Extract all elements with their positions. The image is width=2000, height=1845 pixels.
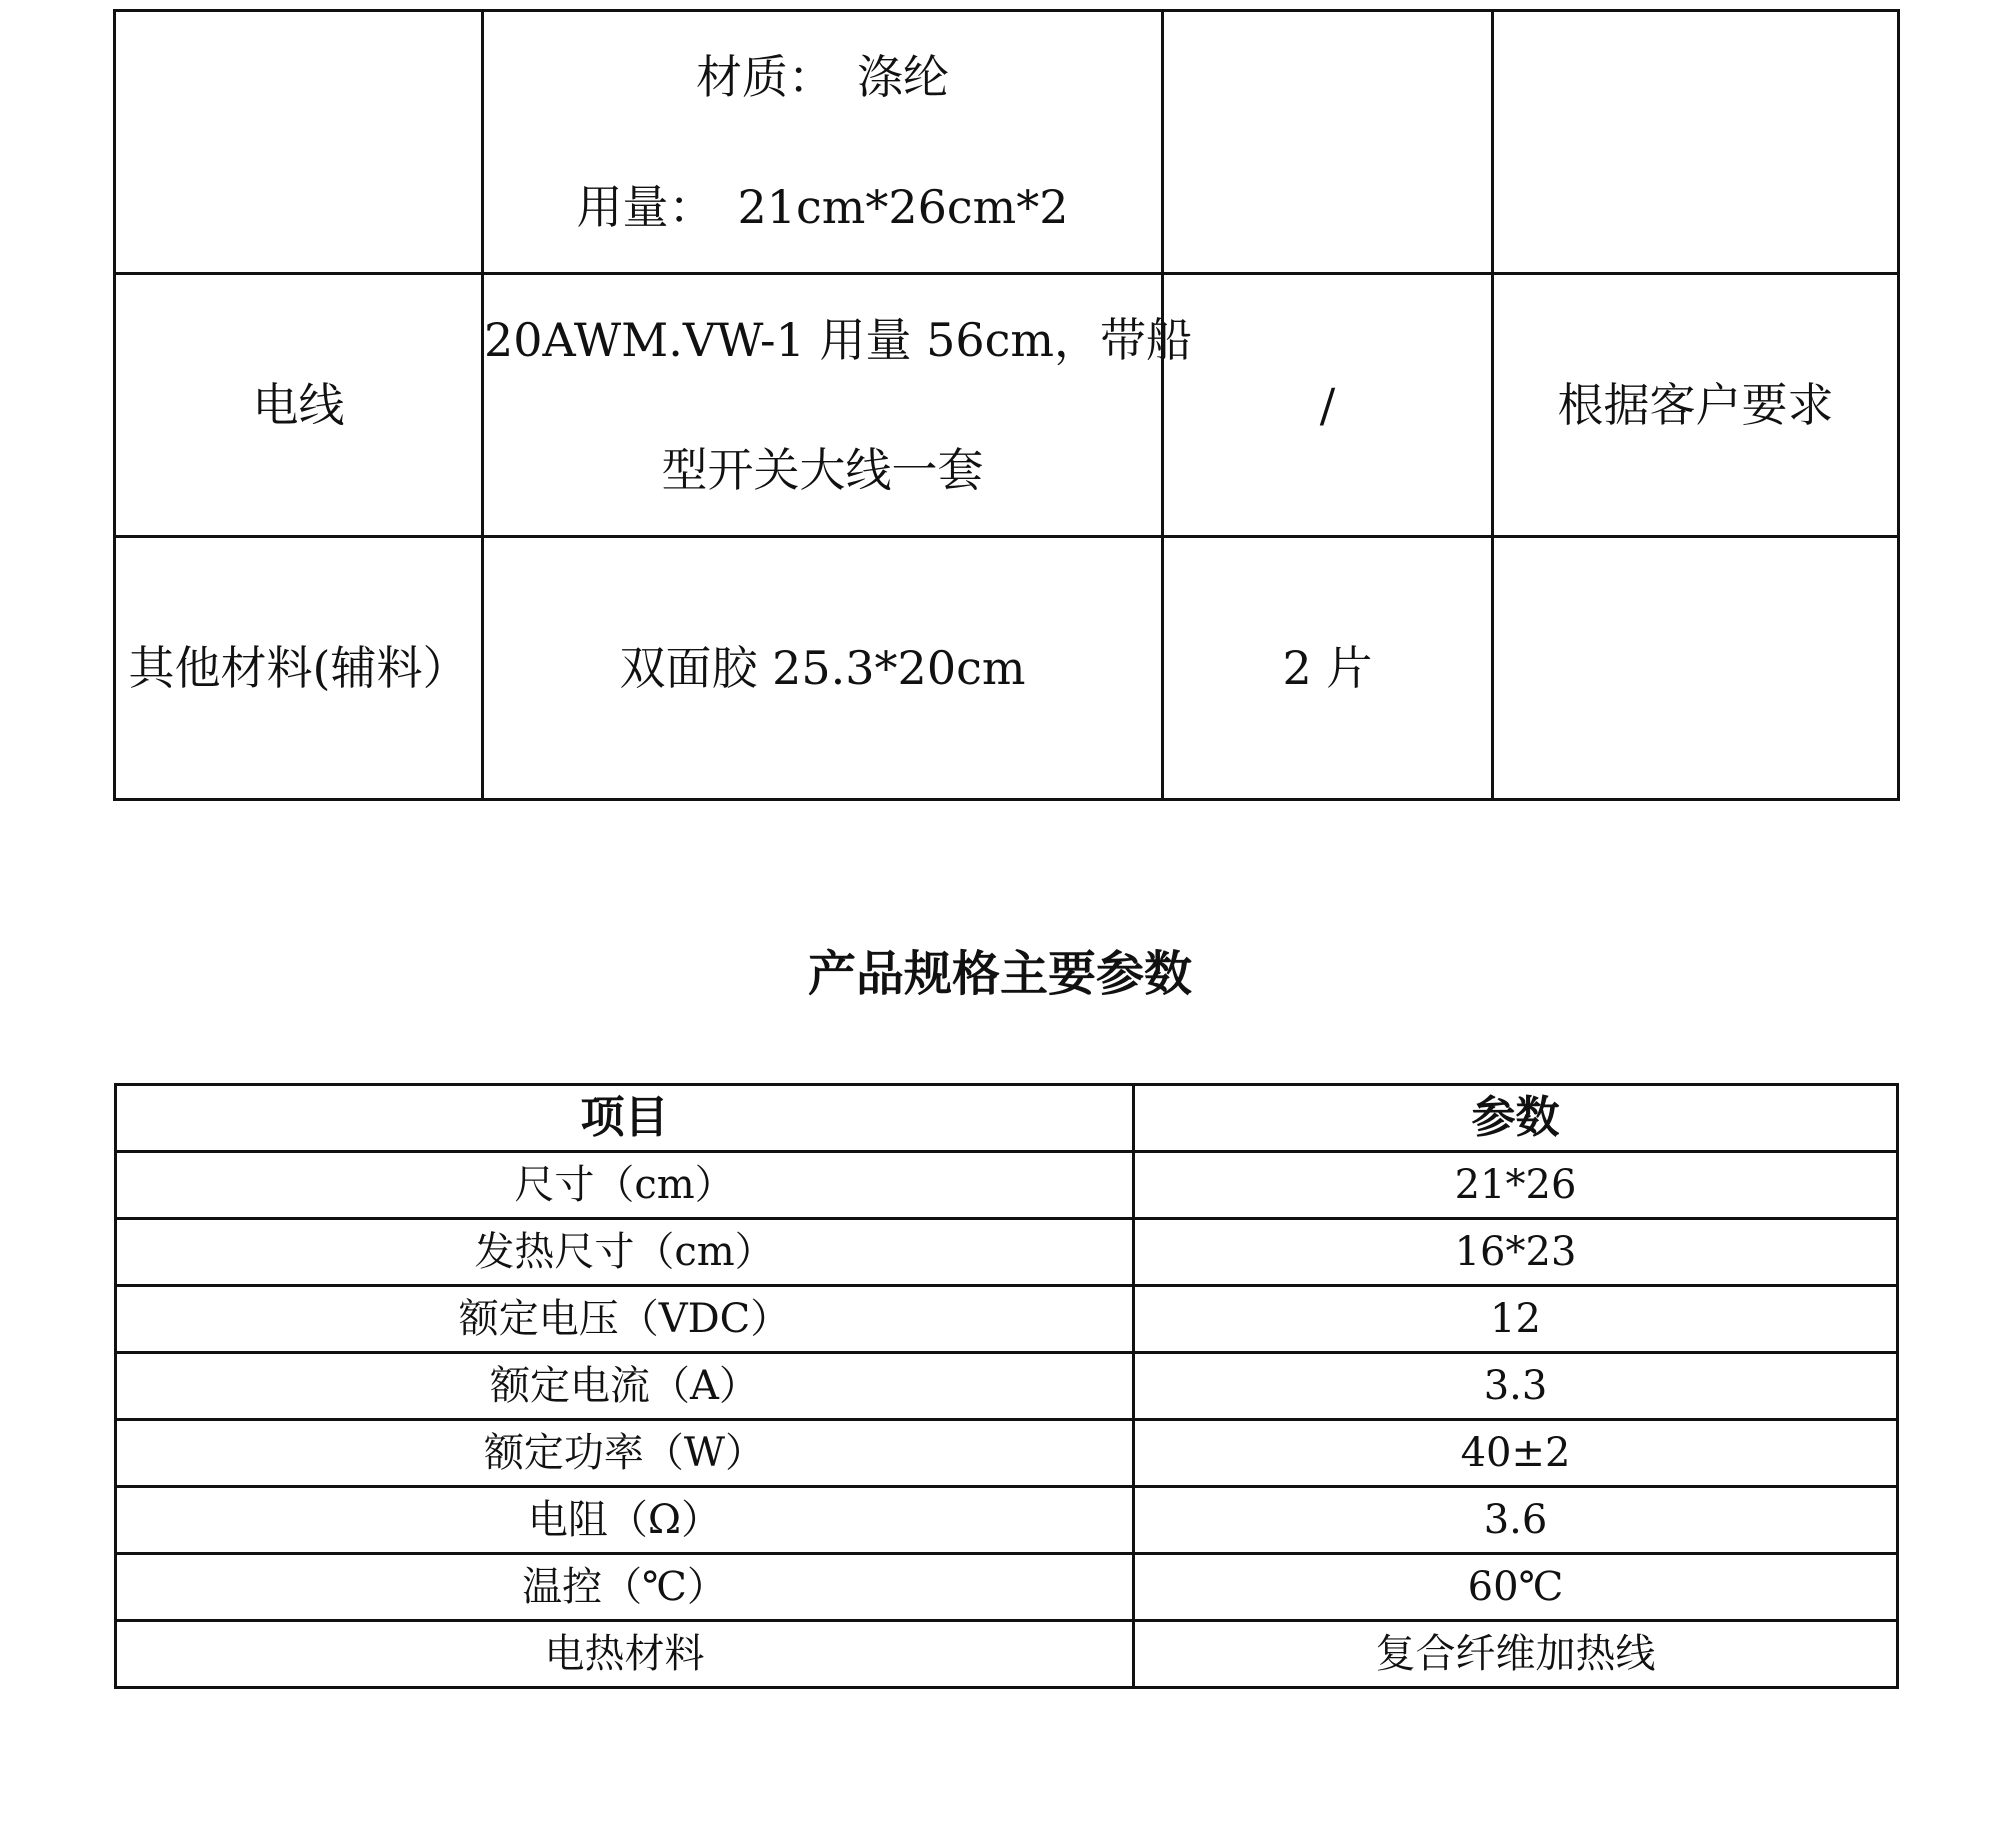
spec-item: 额定功率（W） [116,1420,1134,1487]
table-row [116,1554,1898,1621]
materials-table [113,9,1900,801]
material-item: 其他材料(辅料） [128,641,469,695]
table-row [116,1487,1898,1554]
spec-item: 额定电压（VDC） [116,1286,1134,1353]
material-note-cell [1493,537,1899,800]
table-row [116,1353,1898,1420]
material-spec-line: 用量： 21cm*26cm*2 [576,180,1069,234]
spec-item: 电热材料 [116,1621,1134,1688]
material-qty-cell [1163,274,1493,537]
spec-param: 16*23 [1134,1219,1898,1286]
spec-item: 发热尺寸（cm） [116,1219,1134,1286]
spec-param: 12 [1134,1286,1898,1353]
material-qty: 2 片 [1282,641,1373,695]
material-spec-cell [483,274,1193,537]
spec-param: 21*26 [1134,1152,1898,1219]
table-row [115,537,1899,800]
section-title: 产品规格主要参数 [807,946,1192,1002]
material-spec-line: 20AWM.VW-1 用量 56cm，带船 [484,313,1193,367]
material-spec-cell [483,11,1163,274]
material-qty-cell [1163,11,1493,274]
spec-item: 额定电流（A） [116,1353,1134,1420]
material-note-cell [1493,11,1899,274]
material-spec-cell [483,537,1163,800]
table-row [116,1219,1898,1286]
material-spec-line: 双面胶 25.3*20cm [619,641,1026,695]
spec-param: 40±2 [1134,1420,1898,1487]
material-qty-cell [1163,537,1493,800]
material-item-cell [115,537,483,800]
material-note: 根据客户要求 [1557,378,1834,432]
spec-param: 3.6 [1134,1487,1898,1554]
column-header-item: 项目 [116,1085,1134,1152]
material-qty: / [1319,378,1336,432]
table-row [116,1286,1898,1353]
spec-table [114,1083,1899,1689]
spec-param: 复合纤维加热线 [1134,1621,1898,1688]
material-spec-line: 材质： 涤纶 [696,50,949,104]
spec-param: 60℃ [1134,1554,1898,1621]
material-item: 电线 [252,378,345,432]
material-note-cell [1493,274,1899,537]
material-spec-line: 型开关大线一套 [661,443,984,497]
table-row [115,274,1899,537]
material-item-cell [115,11,483,274]
table-row [115,11,1899,274]
column-header-param: 参数 [1134,1085,1898,1152]
spec-item: 温控（℃） [116,1554,1134,1621]
spec-item: 尺寸（cm） [116,1152,1134,1219]
table-row [116,1621,1898,1688]
spec-param: 3.3 [1134,1353,1898,1420]
material-item-cell [115,274,483,537]
table-header-row [116,1085,1898,1152]
table-row [116,1420,1898,1487]
spec-item: 电阻（Ω） [116,1487,1134,1554]
table-row [116,1152,1898,1219]
